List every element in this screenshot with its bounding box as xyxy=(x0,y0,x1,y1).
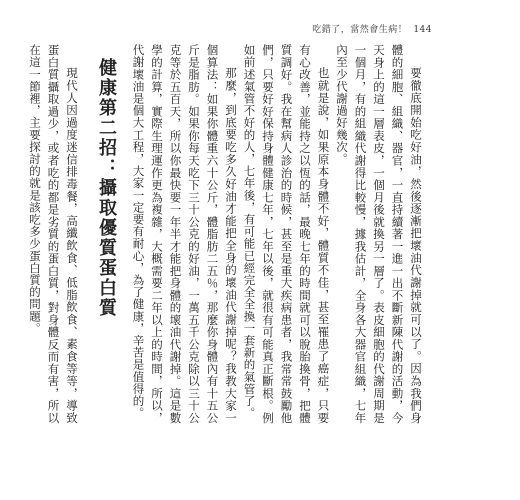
body-paragraph: 也就是說，如果原本身體不好，體質不佳，甚至罹患了癌症，只要有心改善，並能持之以恆的話，最晚七年的時間就可以脫胎換骨，把體質調好。我在幫病人診治的時候，甚至是重大疾病患者，我常常鼓勵他們，只要好好保持身體健康七年，七年以後，就很有可能真正斷根。例如前述氣管不好的人，七年後，有可能已經完全全換一套新的氣管了。 xyxy=(242,44,331,424)
body-paragraph: 要徹底開始吃好油，然後逐漸把壞油代謝掉就可以了。因為我們身體的細胞、組織、器官，一直持續著一進一出不斷新陳代謝的活動，今天身上的這一層表皮，一個月後就換另一層了。表皮細胞的代謝周期是一個月，有的組織代謝得比較慢，據我估計，全身各大器官組織，七年內至少代謝過好幾次。 xyxy=(335,44,423,424)
running-title: 吃錯了，當然會生病！ xyxy=(312,25,408,35)
page-number: 144 xyxy=(413,25,432,35)
section-heading: 健康第二招：攝取優質蛋白質 xyxy=(96,58,117,318)
running-header xyxy=(312,22,432,35)
vertical-text-body xyxy=(28,44,425,424)
body-paragraph: 那麼，到底要吃多久好油才能把全身的壞油代謝掉呢？我教大家一個算法：如果你體重六十公斤，體脂肪二五％，那麼你身體內有十五公斤是脂肪。如果你每天吃下三十公克的好油，一萬五千公克除以三十公克等於五百天，所以你最快要一年半才能把身體的壞油代謝掉。這是數學的計算，實際生理運作更為複雜，大概需要二年以上的時間，所以，代謝壞油是個大工程，大家一定要有耐心，為了健康，辛苦是值得的。 xyxy=(131,44,238,424)
section-paragraph: 現代人因過度迷信排毒餐，高纖飲食、低脂飲食、素食等等，導致蛋白質攝取過少，或者吃的都是劣質的蛋白質，對身體反而有害，所以在這一節裡，主要探討的就是該吃多少蛋白質的問題。 xyxy=(28,44,79,424)
